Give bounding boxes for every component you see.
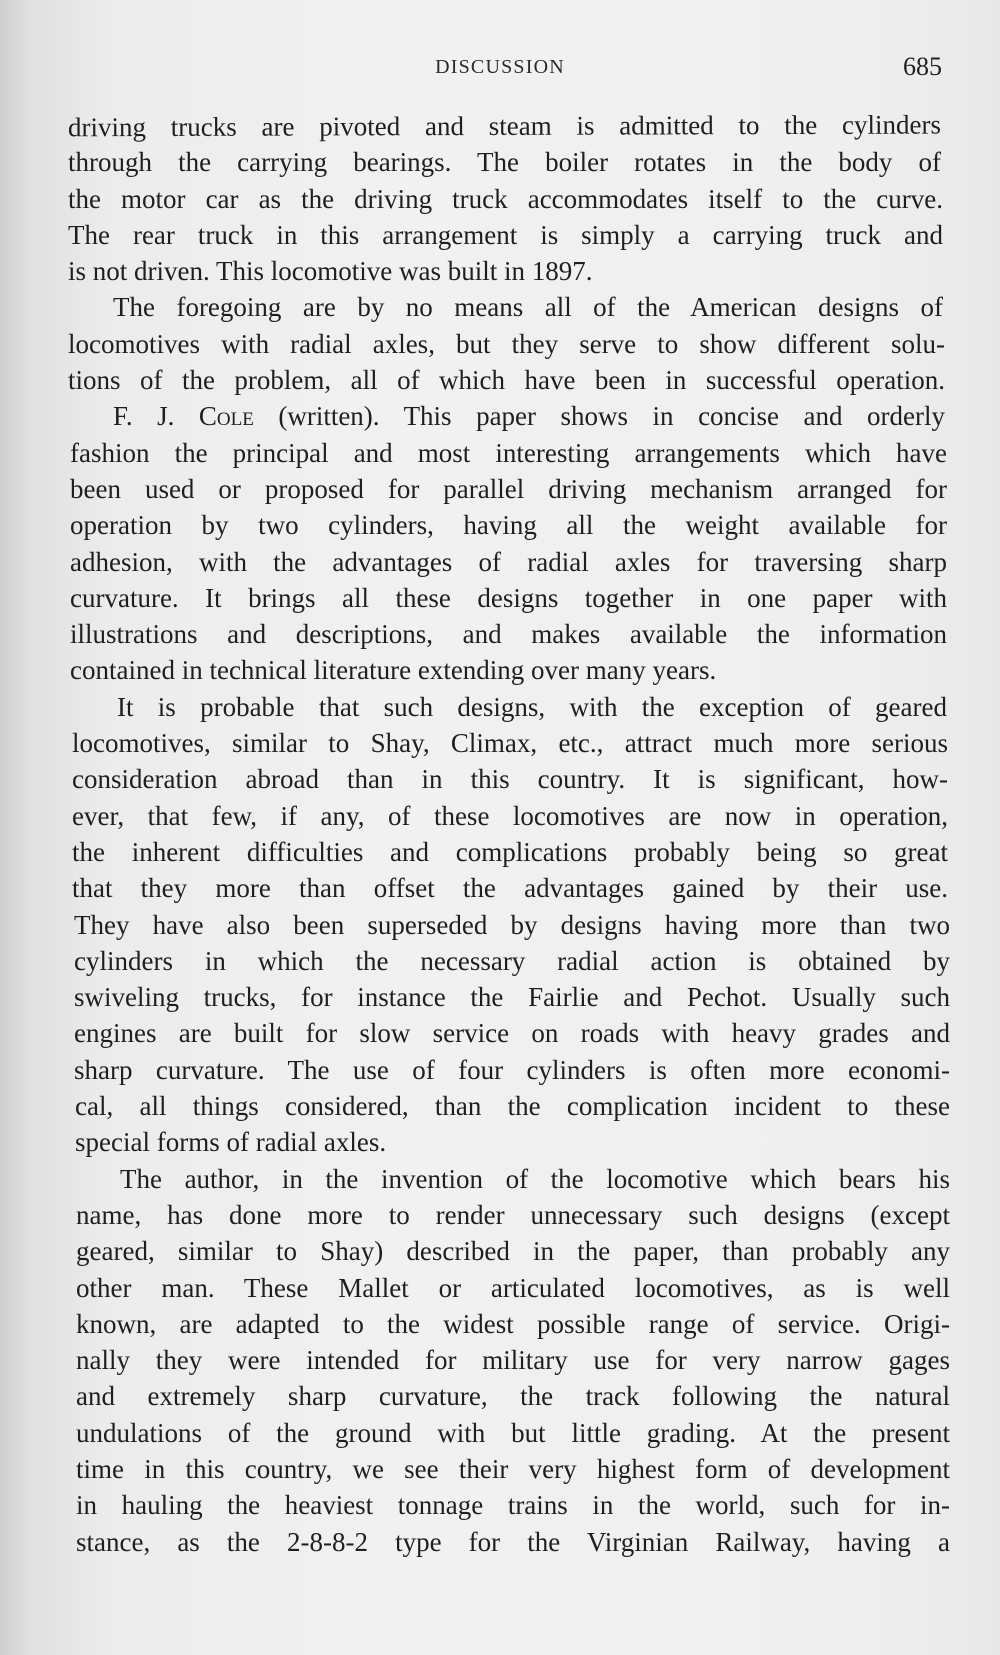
text-line: operation by two cylinders, having all the weight available for — [70, 510, 947, 541]
text-line: The rear truck in this arrangement is simply a carrying truck and — [68, 219, 943, 250]
body-text — [0, 108, 1000, 1560]
text-line: consideration abroad than in this country. It is significant, how- — [72, 764, 948, 795]
text-line: nally they were intended for military use for very narrow gages — [76, 1345, 950, 1376]
text-line: It is probable that such designs, with the exception of geared — [117, 691, 947, 722]
page-number: 685 — [903, 52, 942, 81]
paragraph-4 — [0, 689, 1000, 1161]
paragraph-3 — [0, 398, 1000, 688]
text-line: adhesion, with the advantages of radial axles for traversing sharp — [70, 546, 947, 577]
text-line: cylinders in which the necessary radial action is obtained by — [74, 945, 950, 976]
text-line: driving trucks are pivoted and steam is admitted to the cylinders — [67, 109, 942, 143]
text-line: the inherent difficulties and complications probably being so great — [72, 836, 948, 867]
speaker-name: F. J. Cole — [113, 401, 254, 432]
text-line: is not driven. This locomotive was built in 1897. — [68, 256, 593, 287]
text-line: illustrations and descriptions, and makes available the information — [70, 619, 947, 650]
text-line: in hauling the heaviest tonnage trains in the world, such for in- — [76, 1490, 950, 1521]
text-line: stance, as the 2-8-8-2 type for the Virginian Railway, having a — [76, 1526, 950, 1557]
text-line: locomotives with radial axles, but they serve to show different solu- — [68, 328, 945, 359]
text-line: geared, similar to Shay) described in the paper, than probably any — [76, 1236, 950, 1267]
running-header — [0, 52, 1000, 86]
text-line — [0, 398, 945, 434]
text-line: through the carrying bearings. The boiler rotates in the body of — [68, 147, 941, 178]
text-line: special forms of radial axles. — [75, 1127, 387, 1158]
text-line: engines are built for slow service on roads with heavy grades and — [74, 1018, 950, 1049]
text-line: other man. These Mallet or articulated locomotives, as is well — [76, 1272, 950, 1303]
text-line: and extremely sharp curvature, the track following the natural — [76, 1381, 950, 1412]
text-line: that they more than offset the advantages gained by their use. — [72, 873, 948, 904]
text-line: undulations of the ground with but little grading. At the present — [76, 1417, 950, 1448]
text-line: They have also been superseded by designs having more than two — [74, 909, 950, 940]
text-line: The foregoing are by no means all of the American designs of — [113, 292, 943, 323]
speaker-remark: (written). This paper shows in concise and orderly — [253, 401, 945, 432]
running-title: DISCUSSION — [435, 56, 565, 78]
text-line: curvature. It brings all these designs together in one paper with — [70, 582, 947, 613]
paragraph-2 — [0, 289, 1000, 398]
text-line: fashion the principal and most interesting arrangements which have — [70, 437, 947, 468]
text-line: the motor car as the driving truck accommodates itself to the curve. — [68, 183, 943, 214]
text-line: name, has done more to render unnecessary such designs (except — [76, 1199, 950, 1230]
text-line: locomotives, similar to Shay, Climax, etc., attract much more serious — [72, 728, 948, 759]
text-line: The author, in the invention of the locomotive which bears his — [120, 1163, 950, 1194]
text-line: sharp curvature. The use of four cylinders is often more economi- — [74, 1054, 950, 1085]
text-line: cal, all things considered, than the complication incident to these — [75, 1091, 950, 1122]
text-line: contained in technical literature extending over many years. — [70, 655, 717, 686]
text-line: been used or proposed for parallel driving mechanism arranged for — [70, 473, 947, 504]
text-line: known, are adapted to the widest possible range of service. Origi- — [76, 1308, 950, 1339]
text-line: tions of the problem, all of which have been in successful operation. — [68, 365, 945, 396]
text-line: swiveling trucks, for instance the Fairlie and Pechot. Usually such — [74, 982, 950, 1013]
paragraph-5 — [0, 1161, 1000, 1560]
text-line: ever, that few, if any, of these locomotives are now in operation, — [72, 800, 948, 831]
paragraph-1 — [0, 108, 1000, 289]
text-line: time in this country, we see their very highest form of development — [76, 1453, 950, 1484]
